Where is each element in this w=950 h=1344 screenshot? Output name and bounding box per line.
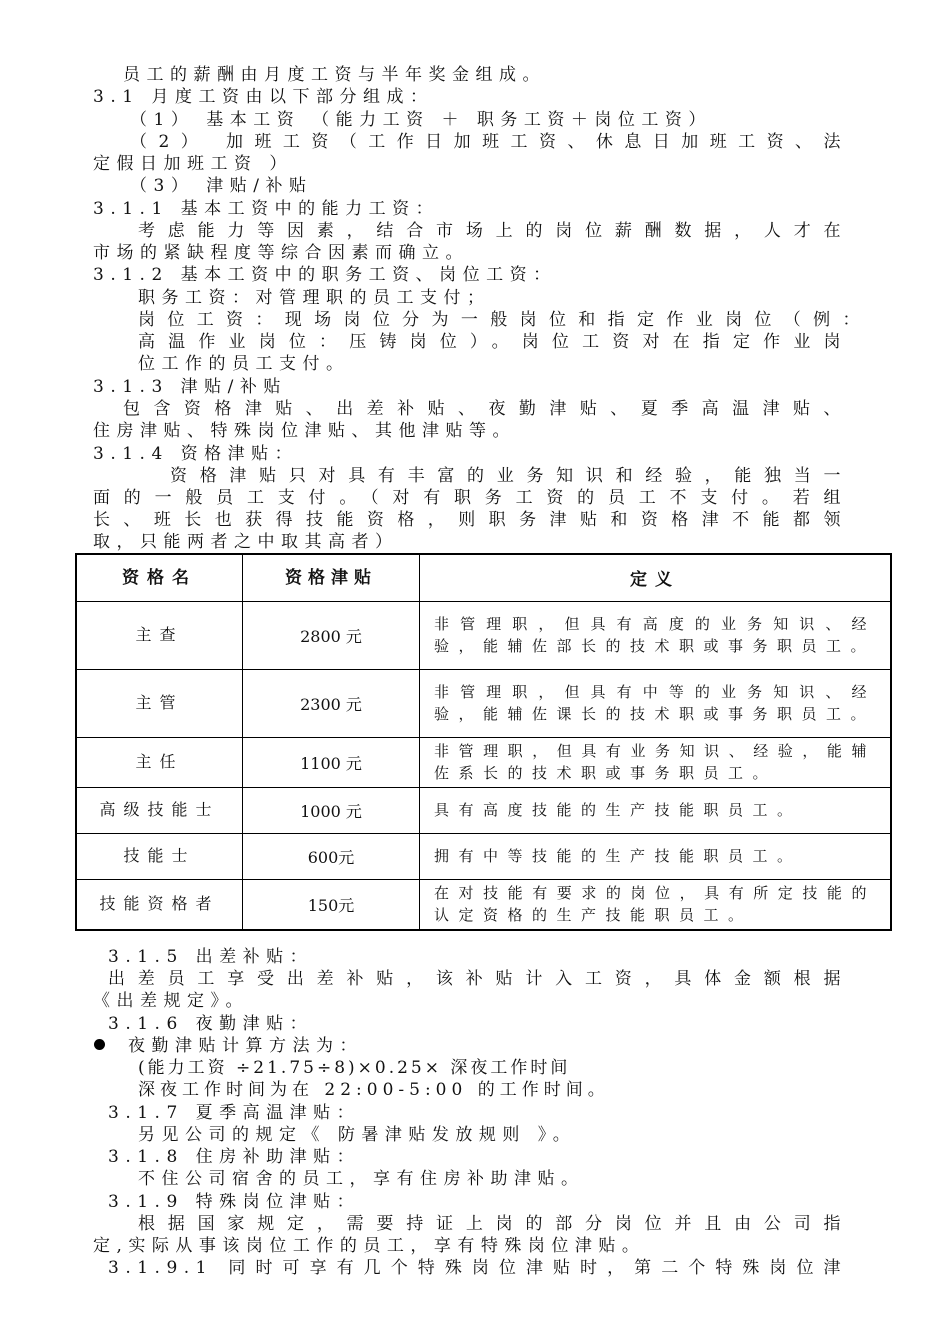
- list-item-2-cont: 定假日加班工资 ）: [93, 154, 293, 174]
- para-3-1-4-c: 长、班长也获得技能资格，则职务津贴和资格津不能都领: [93, 510, 847, 530]
- para-3-1-2-a: 职务工资：对管理职的员工支付；: [138, 288, 491, 308]
- list-item-2: （2） 加班工资（工作日加班工资、休息日加班工资、法: [130, 132, 847, 152]
- heading-3-1-6: 3.1.6 夜勤津贴：: [108, 1014, 314, 1034]
- heading-3-1-2: 3.1.2 基本工资中的职务工资、岗位工资：: [93, 265, 557, 285]
- cell-amount: 600元: [243, 833, 420, 879]
- para-3-1-5-b: 《出差规定》。: [93, 991, 249, 1011]
- heading-3-1-4: 3.1.4 资格津贴：: [93, 444, 299, 464]
- table-row: [76, 787, 891, 833]
- para-3-1-1-a: 考虑能力等因素，结合市场上的岗位薪酬数据，人才在: [138, 221, 847, 241]
- para-3-1-4-a: 资格津贴只对具有丰富的业务知识和经验，能独当一: [170, 466, 847, 486]
- para-3-1-8: 不住公司宿舍的员工，享有住房补助津贴。: [138, 1169, 585, 1189]
- para-3-1-3-a: 包含资格津贴、出差补贴、夜勤津贴、夏季高温津贴、: [123, 399, 847, 419]
- table-row: [76, 601, 891, 669]
- para-3-1-2-c: 高温作业岗位：压铸岗位）。岗位工资对在指定作业岗: [138, 332, 847, 352]
- qualification-table: [75, 553, 892, 931]
- heading-3-1-5: 3.1.5 出差补贴：: [108, 947, 314, 967]
- heading-3-1-8: 3.1.8 住房补助津贴：: [108, 1147, 361, 1167]
- para-3-1-5-a: 出差员工享受出差补贴，该补贴计入工资，具体金额根据: [108, 969, 847, 989]
- cell-definition: 具有高度技能的生产技能职员工。: [420, 787, 892, 833]
- list-item-3: （3） 津贴/补贴: [130, 176, 313, 196]
- cell-amount: 2300 元: [243, 669, 420, 737]
- cell-definition: 在对技能有要求的岗位，具有所定技能的认定资格的生产技能职员工。: [420, 879, 892, 930]
- heading-3-1-9-1: 3.1.9.1 同时可享有几个特殊岗位津贴时，第二个特殊岗位津: [108, 1258, 847, 1278]
- para-3-1-4-d: 取，只能两者之中取其高者）: [93, 532, 399, 552]
- cell-definition: 拥有中等技能的生产技能职员工。: [420, 833, 892, 879]
- para-3-1-4-b: 面的一般员工支付。（对有职务工资的员工不支付。若组: [93, 488, 847, 508]
- header-amount: 资格津贴: [243, 554, 420, 601]
- bullet-icon: [94, 1039, 105, 1050]
- para-3-1-9-a: 根据国家规定，需要持证上岗的部分岗位并且由公司指: [138, 1214, 847, 1234]
- cell-definition: 非管理职，但具有高度的业务知识、经验，能辅佐部长的技术职或事务职员工。: [420, 601, 892, 669]
- cell-amount: 1000 元: [243, 787, 420, 833]
- table-row: [76, 737, 891, 787]
- cell-definition: 非管理职，但具有业务知识、经验，能辅佐系长的技术职或事务职员工。: [420, 737, 892, 787]
- cell-name: 高级技能士: [76, 787, 243, 833]
- header-name: 资格名: [76, 554, 243, 601]
- cell-name: 技能资格者: [76, 879, 243, 930]
- list-item-1: （1） 基本工资 （能力工资 ＋ 职务工资＋岗位工资）: [130, 110, 712, 130]
- para-night-hours: 深夜工作时间为在 22:00-5:00 的工作时间。: [138, 1080, 610, 1100]
- para-3-1-9-b: 定,实际从事该岗位工作的员工，享有特殊岗位津贴。: [93, 1236, 646, 1256]
- cell-name: 主管: [76, 669, 243, 737]
- cell-name: 主任: [76, 737, 243, 787]
- heading-3-1-1: 3.1.1 基本工资中的能力工资：: [93, 199, 440, 219]
- para-3-1-2-d: 位工作的员工支付。: [138, 354, 350, 374]
- heading-3-1: 3.1 月度工资由以下部分组成：: [93, 87, 434, 107]
- cell-amount: 150元: [243, 879, 420, 930]
- para-3-1-1-b: 市场的紧缺程度等综合因素而确立。: [93, 243, 469, 263]
- cell-amount: 1100 元: [243, 737, 420, 787]
- bullet-item-night: 夜勤津贴计算方法为：: [128, 1036, 363, 1056]
- table-header-row: [76, 554, 891, 601]
- heading-3-1-3: 3.1.3 津贴/补贴: [93, 377, 287, 397]
- header-definition: 定义: [420, 554, 892, 601]
- table-row: [76, 833, 891, 879]
- table-row: [76, 669, 891, 737]
- cell-name: 主查: [76, 601, 243, 669]
- cell-definition: 非管理职，但具有中等的业务知识、经验，能辅佐课长的技术职或事务职员工。: [420, 669, 892, 737]
- cell-amount: 2800 元: [243, 601, 420, 669]
- para-3-1-3-b: 住房津贴、特殊岗位津贴、其他津贴等。: [93, 421, 516, 441]
- para-intro: 员工的薪酬由月度工资与半年奖金组成。: [123, 65, 546, 85]
- para-3-1-2-b: 岗位工资：现场岗位分为一般岗位和指定作业岗位（例：: [138, 310, 866, 330]
- cell-name: 技能士: [76, 833, 243, 879]
- heading-3-1-7: 3.1.7 夏季高温津贴：: [108, 1103, 361, 1123]
- heading-3-1-9: 3.1.9 特殊岗位津贴：: [108, 1192, 361, 1212]
- para-3-1-7: 另见公司的规定《 防暑津贴发放规则 》。: [138, 1125, 577, 1145]
- formula-night: (能力工资 ÷21.75÷8)×0.25× 深夜工作时间: [138, 1058, 571, 1078]
- table-row: [76, 879, 891, 930]
